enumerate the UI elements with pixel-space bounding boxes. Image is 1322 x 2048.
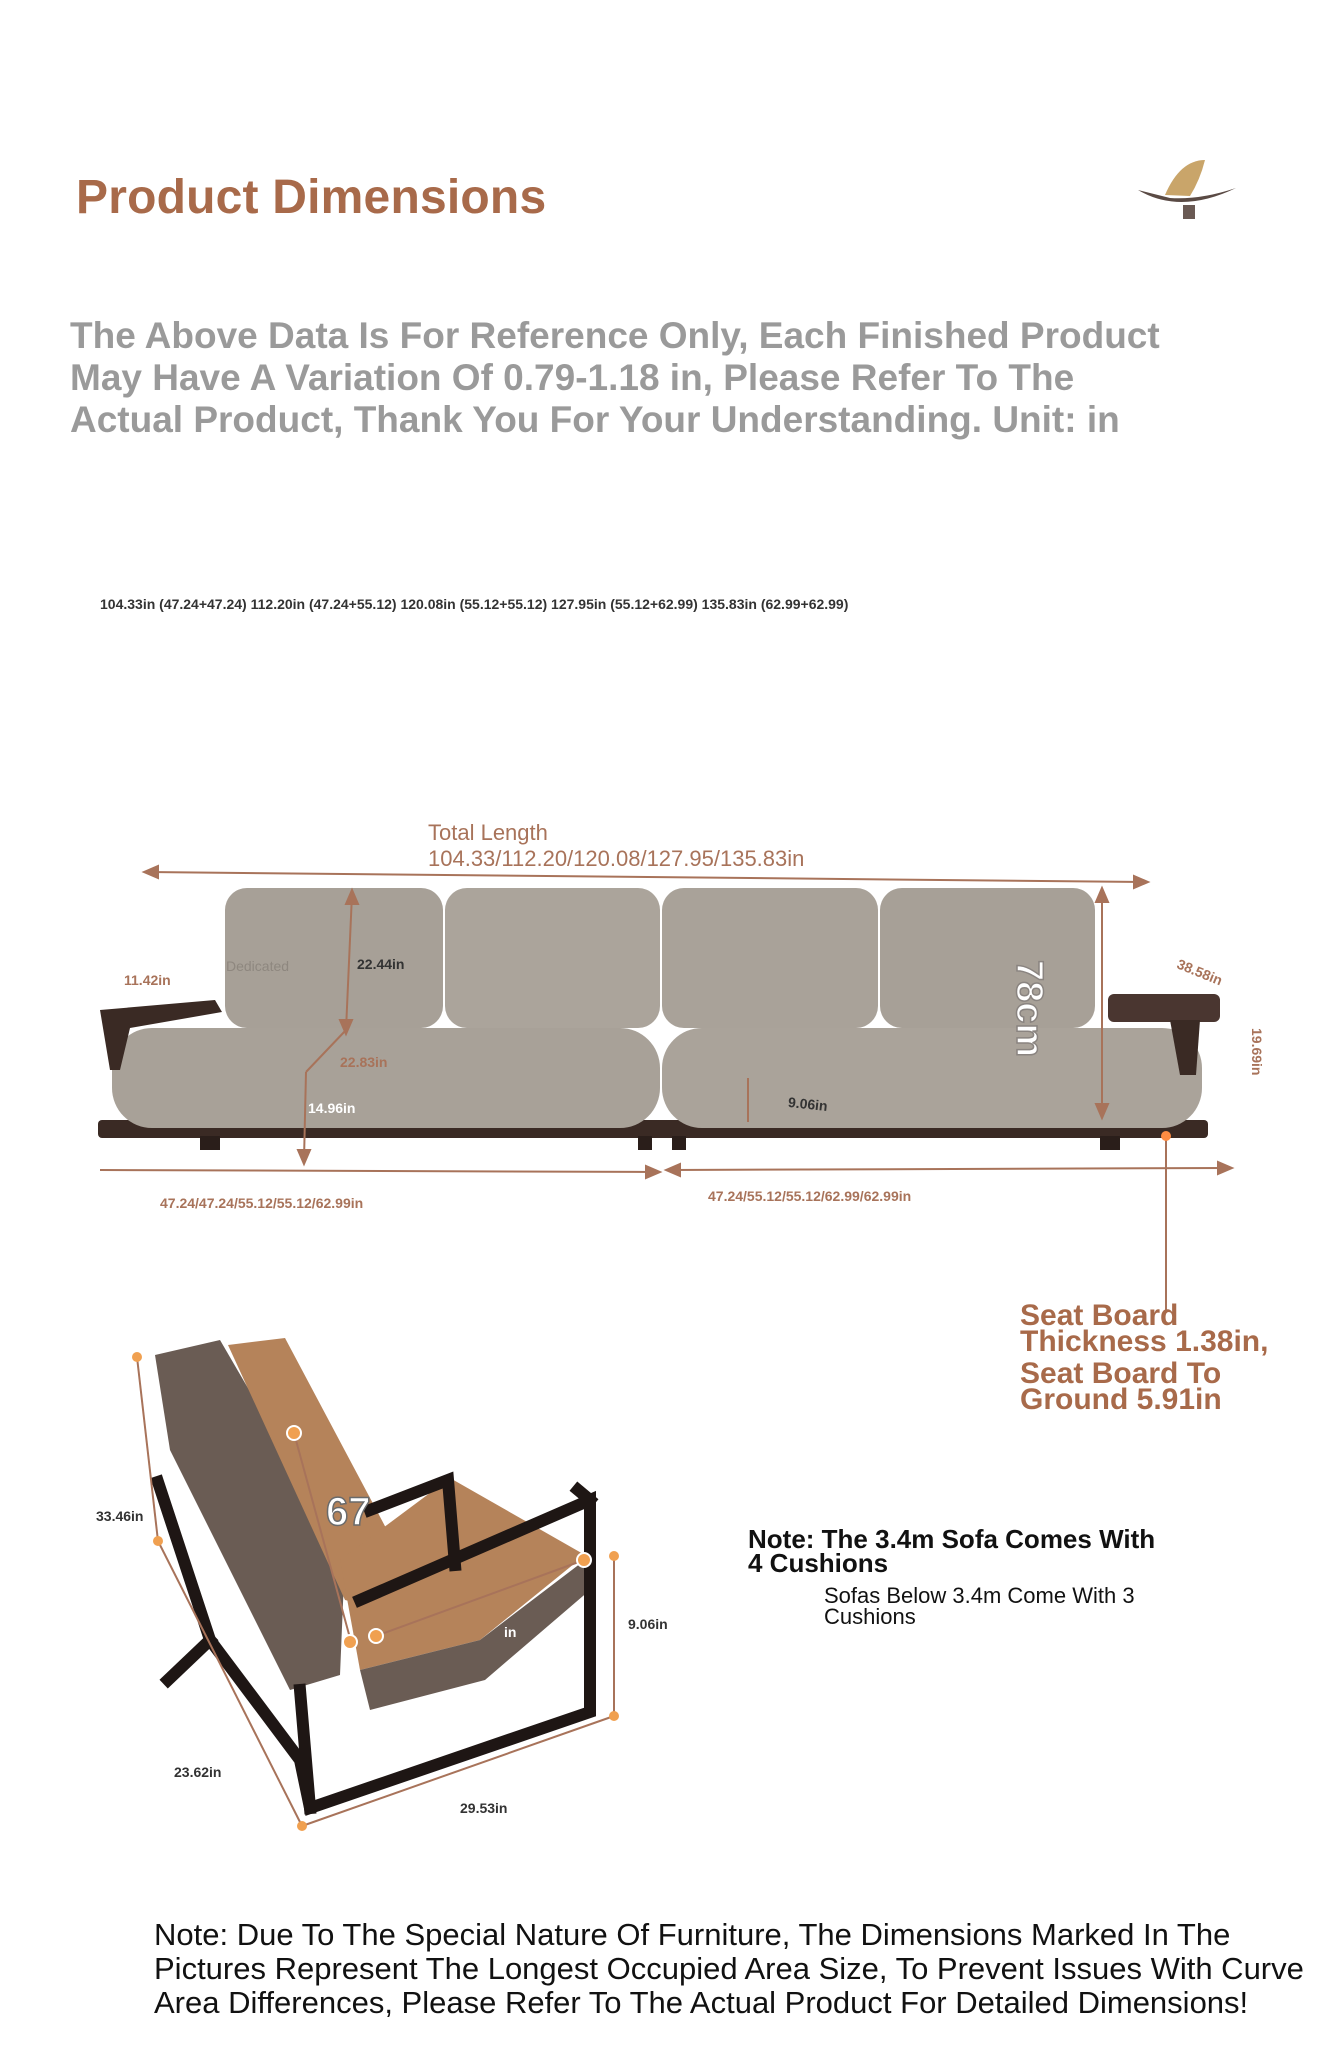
- right-section-label: 47.24/55.12/55.12/62.99/62.99in: [708, 1188, 912, 1204]
- chair-height-label: 33.46in: [96, 1508, 144, 1524]
- total-length-title: Total Length: [428, 820, 548, 845]
- disclaimer-text: The Above Data Is For Reference Only, Each Finished Product May Have A Variation Of 0.79-1.18 in, Please Refer To The Actual Product, Thank You For Your Understanding. Unit: in: [70, 315, 1160, 440]
- side-height-label: 19.69in: [1249, 1028, 1265, 1076]
- cushion-thickness-label: 9.06in: [787, 1093, 829, 1115]
- total-length-value: 104.33/112.20/120.08/127.95/135.83in: [428, 846, 805, 871]
- chair-width-label: 29.53in: [460, 1800, 508, 1816]
- left-section-label: 47.24/47.24/55.12/55.12/62.99in: [160, 1195, 364, 1211]
- seat-board-line-3: Seat Board To: [1020, 1357, 1222, 1390]
- boat-lamp-icon: [1138, 160, 1236, 219]
- bottom-note-line-3: Area Differences, Please Refer To The Actual Product For Detailed Dimensions!: [154, 1985, 1249, 2020]
- seat-board-note: [1020, 1299, 1300, 1416]
- chair-depth-label: 23.62in: [174, 1764, 222, 1780]
- watermark-text: Dedicated: [226, 958, 290, 974]
- back-height-label: 22.44in: [357, 956, 405, 972]
- armchair-illustration: [155, 1338, 590, 1808]
- bottom-note-line-1: Note: Due To The Special Nature Of Furniture, The Dimensions Marked In The: [154, 1918, 1231, 1952]
- chair-seat-label: in: [504, 1624, 517, 1640]
- chair-back-cm-label: 67: [326, 1490, 371, 1534]
- cushion-note-sub: Sofas Below 3.4m Come With 3 Cushions: [824, 1583, 1135, 1629]
- seat-board-line-4: Ground 5.91in: [1020, 1383, 1222, 1416]
- arm-width-label: 38.58in: [1174, 955, 1225, 989]
- seat-depth-label: 22.83in: [340, 1054, 388, 1070]
- page-title: Product Dimensions: [76, 171, 547, 224]
- cushion-note: [748, 1524, 1168, 1629]
- sofa-illustration: [98, 888, 1220, 1150]
- bottom-note-line-2: Pictures Represent The Longest Occupied Area Size, To Prevent Issues With Curve: [154, 1951, 1304, 1986]
- variant-lengths: 104.33in (47.24+47.24) 112.20in (47.24+55.12) 120.08in (55.12+55.12) 127.95in (55.12+62.99) 135.83in (62.99+62.99): [100, 596, 849, 612]
- seat-board-line-1: Seat Board: [1020, 1299, 1179, 1332]
- bottom-note: [154, 1918, 1322, 2020]
- height-cm-label: 78cm: [1008, 960, 1050, 1058]
- cushion-note-main: Note: The 3.4m Sofa Comes With 4 Cushions: [748, 1524, 1156, 1578]
- chair-thickness-label: 9.06in: [628, 1616, 668, 1632]
- total-length-label: [428, 820, 804, 872]
- seat-height-label: 14.96in: [308, 1100, 356, 1116]
- armrest-height-label: 11.42in: [124, 972, 171, 988]
- seat-board-line-2: Thickness 1.38in,: [1020, 1325, 1269, 1358]
